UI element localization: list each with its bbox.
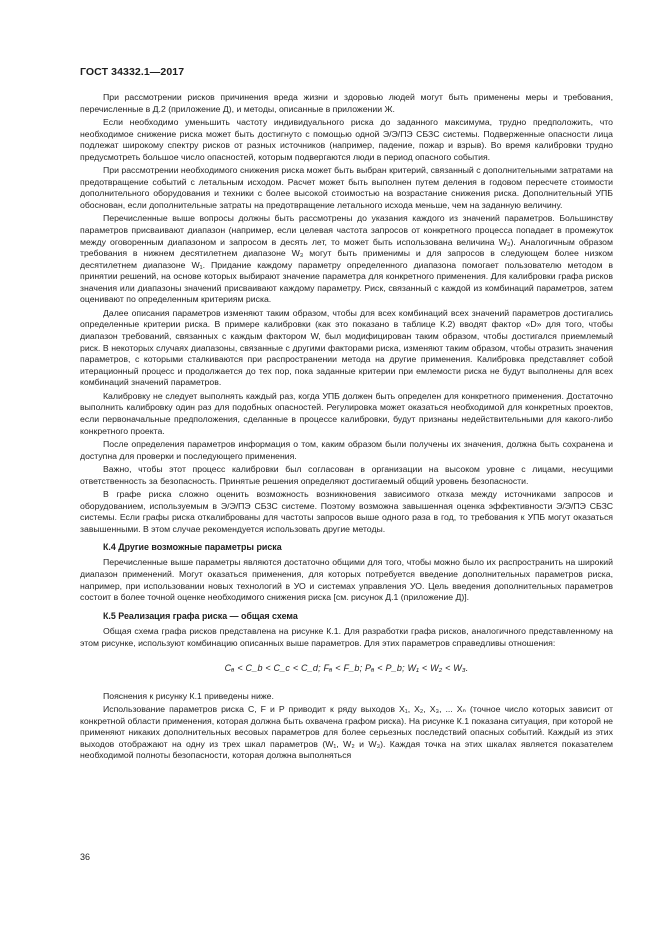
paragraph: Калибровку не следует выполнять каждый раз, когда УПБ должен быть определен для конкретного применения. Достаточно выполнить калибровку один раз для подобных опасностей. Регулировка может оказаться необходимой для конкретных проектов, если первоначальные предположения, сделанные в процессе калибровки, будут признаны недействительными для какого-либо конкретного проекта. <box>80 390 613 436</box>
paragraph: Важно, чтобы этот процесс калибровки был согласован в организации на высоком уровне с лицами, несущими ответственность за безопасность. Принятые решения определяют достигаемый общий уровень безопасности. <box>80 463 613 486</box>
paragraph: После определения параметров информация о том, каким образом были получены их значения, должна быть сохранена и доступна для проверки и последующего применения. <box>80 439 613 461</box>
paragraph: Далее описания параметров изменяют таким образом, чтобы для всех комбинаций всех значений параметров достигались определенные критерии риска. В примере калибровки (как это показано в таблице К.2) вводят фактор «D» для того, чтобы диапазон требований, связанных с каждым фактором W, был модифицирован таким образом, чтобы достигался приемлемый риск. В некоторых случаях диапазоны, связанные с другими факторами риска, изменяют таким образом, чтобы отразить значения параметров, с которыми сталкиваются при распространении метода на другие применения. Калибровка представляет собой итерационный процесс и продолжается до тех пор, пока заданные критерии при емлемости риска не будут выполнены для всех комбинаций значений параметров. <box>80 307 613 388</box>
paragraph: Перечисленные выше вопросы должны быть рассмотрены до указания каждого из значений параметров. Большинству параметров присваивают диапазон (например, если целевая частота запросов от конкретного процесса попадает в промежуток между оговоренным диапазоном и запросом в десять лет, то может быть использована величина W₃). Аналогичным образом требования в нижнем десятилетнем диапазоне W₃ могут быть применимы и для запросов в следующем более низком десятилетнем диапазоне W₁. Придание каждому параметру определенного диапазона помогает пользователю методом в принятии решений, на основе которых выбирают значение параметра для конкретного применения. Для калибровки графа рисков значения или диапазоны значений присваивают каждому параметру. Риск, связанный с каждой из комбинаций параметров, затем оценивают по определенным критериям риска. <box>80 213 613 305</box>
paragraph: При рассмотрении рисков причинения вреда жизни и здоровью людей могут быть применены меры и требования, перечисленные в Д.2 (приложение Д), и методы, описанные в приложении Ж. <box>80 92 613 114</box>
paragraph: Пояснения к рисунку К.1 приведены ниже. <box>103 690 274 701</box>
page-body <box>80 92 613 764</box>
paragraph: В графе риска сложно оценить возможность возникновения зависимого отказа между источниками запросов и оборудованием, используемым в Э/Э/ПЭ СБЗС системе. Поэтому возможна завышенная оценка эффективности Э/Э/ПЭ СБЗС системы. Если графы риска откалиброваны для частоты запросов выше одного раза в год, то требования к УПБ могут оказаться завышенными. В этом случае рекомендуется использовать другие методы. <box>80 488 613 534</box>
section-heading-k5: К.5 Реализация графа риска — общая схема <box>103 610 298 621</box>
paragraph: При рассмотрении необходимого снижения риска может быть выбран критерий, связанный с дополнительными затратами на предотвращение событий с летальным исходом. Расчет может быть выполнен путем деления в годовом пересчете стоимости дополнительного оборудования и техники с более высокой стоимостью на возрастание снижения риска. Дополнительный УПБ обоснован, если дополнительные затраты на предотвращение летального исхода меньше, чем на заданную величину. <box>80 165 613 210</box>
paragraph: Перечисленные выше параметры являются достаточно общими для того, чтобы можно было их распространить на широкий диапазон применений. Могут оказаться применения, для которых потребуется введение дополнительных параметров риска, например, при использовании новых технологий в УО и системах управления УО. Цель введения дополнительных параметров состоит в более точной оценке необходимого снижения риска [см. рисунок Д.1 (приложение Д)]. <box>80 557 613 603</box>
page-number: 36 <box>80 852 91 862</box>
paragraph: Если необходимо уменьшить частоту индивидуального риска до заданного максимума, трудно предположить, что необходимое снижение риска может быть достигнуто с помощью одной Э/Э/ПЭ СБЗС системы. Подверженные опасности лица подлежат широкому спектру рисков от разных источников (например, падение, пожар и взрыв). Во время калибровки трудно предусмотреть большое число опасностей, которым подвергаются люди в период опасного события. <box>80 116 613 162</box>
paragraph: Использование параметров риска C, F и P приводит к ряду выходов X₁, X₂, X₃, ... Xₙ (точное число которых зависит от конкретной области применения, которая должна быть охвачена графом риска). На рисунке К.1 показана ситуация, при которой не применяют никаких дополнительных весовых параметров для более серьезных последствий опасных событий. Каждый из этих выходов отображают на одну из трех шкал параметров (W₁, W₂ и W₃). Каждая точка на этих шкалах является показателем необходимой полноты безопасности, которая должна выполняться <box>80 704 613 761</box>
formula: Cₐ < C_b < C_c < C_d; Fₐ < F_b; Pₐ < P_b; W₁ < W₂ < W₃. <box>224 663 469 674</box>
document-header: ГОСТ 34332.1—2017 <box>80 66 185 78</box>
paragraph: Общая схема графа рисков представлена на рисунке К.1. Для разработки графа рисков, аналогичного представленному на этом рисунке, используют комбинацию описанных выше параметров. Для этих параметров справедливы отношения: <box>80 625 613 648</box>
section-heading-k4: К.4 Другие возможные параметры риска <box>103 542 282 553</box>
